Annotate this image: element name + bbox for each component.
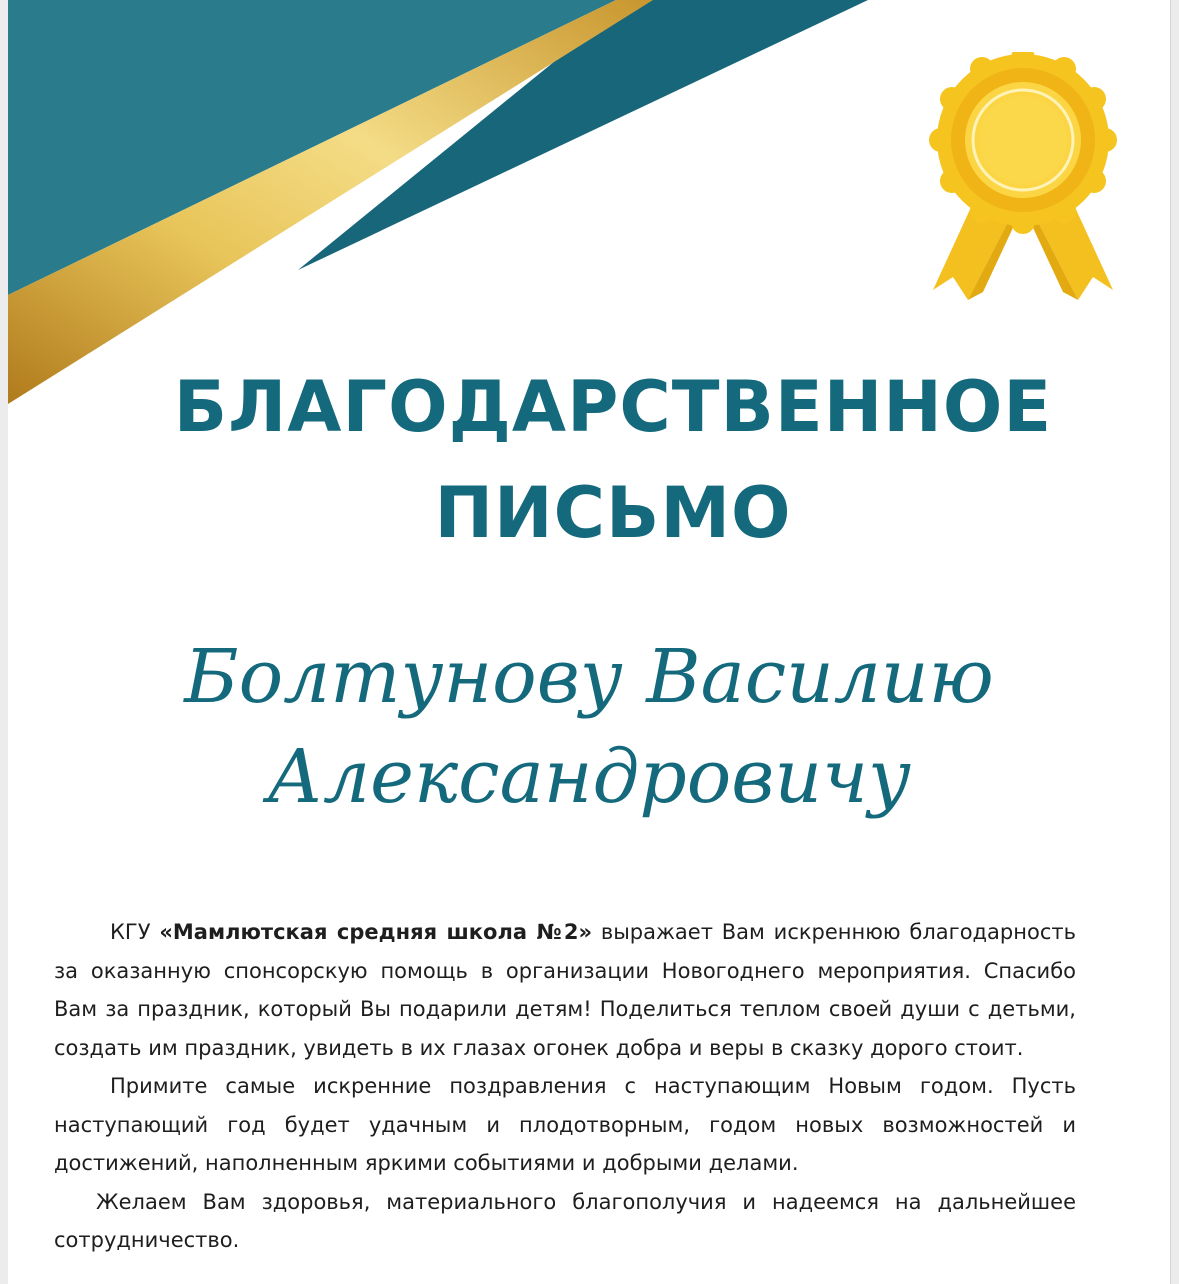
- letter-title-line-2: ПИСЬМО: [434, 472, 792, 554]
- award-medal-icon: [923, 52, 1123, 322]
- letter-body: [54, 913, 1076, 1260]
- body-paragraph-1-start: КГУ: [110, 920, 160, 944]
- letter-page: [8, 0, 1171, 1284]
- body-paragraph-2: Примите самые искренние поздравления с наступающим Новым годом. Пусть наступающий год будет удачным и плодотворным, годом новых возможностей и достижений, наполненным яркими событиями и добрыми делами.: [54, 1074, 1076, 1175]
- school-name: «Мамлютская средняя школа №2»: [159, 920, 593, 944]
- body-paragraph-1-rest: выражает Вам искреннюю благодарность за оказанную спонсорскую помощь в организации Новогоднего мероприятия. Спасибо Вам за праздник, который Вы подарили детям! Поделиться теплом своей души с детьми, создать им праздник, увидеть в их глазах огонек добра и веры в сказку дорого стоит.: [54, 920, 1076, 1060]
- body-paragraph-1: [54, 913, 1076, 1067]
- letter-title-line-1: БЛАГОДАРСТВЕННОЕ: [173, 366, 1053, 448]
- body-paragraph-3: Желаем Вам здоровья, материального благополучия и надеемся на дальнейшее сотрудничество.: [54, 1189, 1076, 1252]
- recipient-name-line-2: Александровичу: [267, 734, 911, 820]
- recipient-name-line-1: Болтунову Василию: [184, 634, 994, 720]
- corner-decoration: [8, 0, 908, 420]
